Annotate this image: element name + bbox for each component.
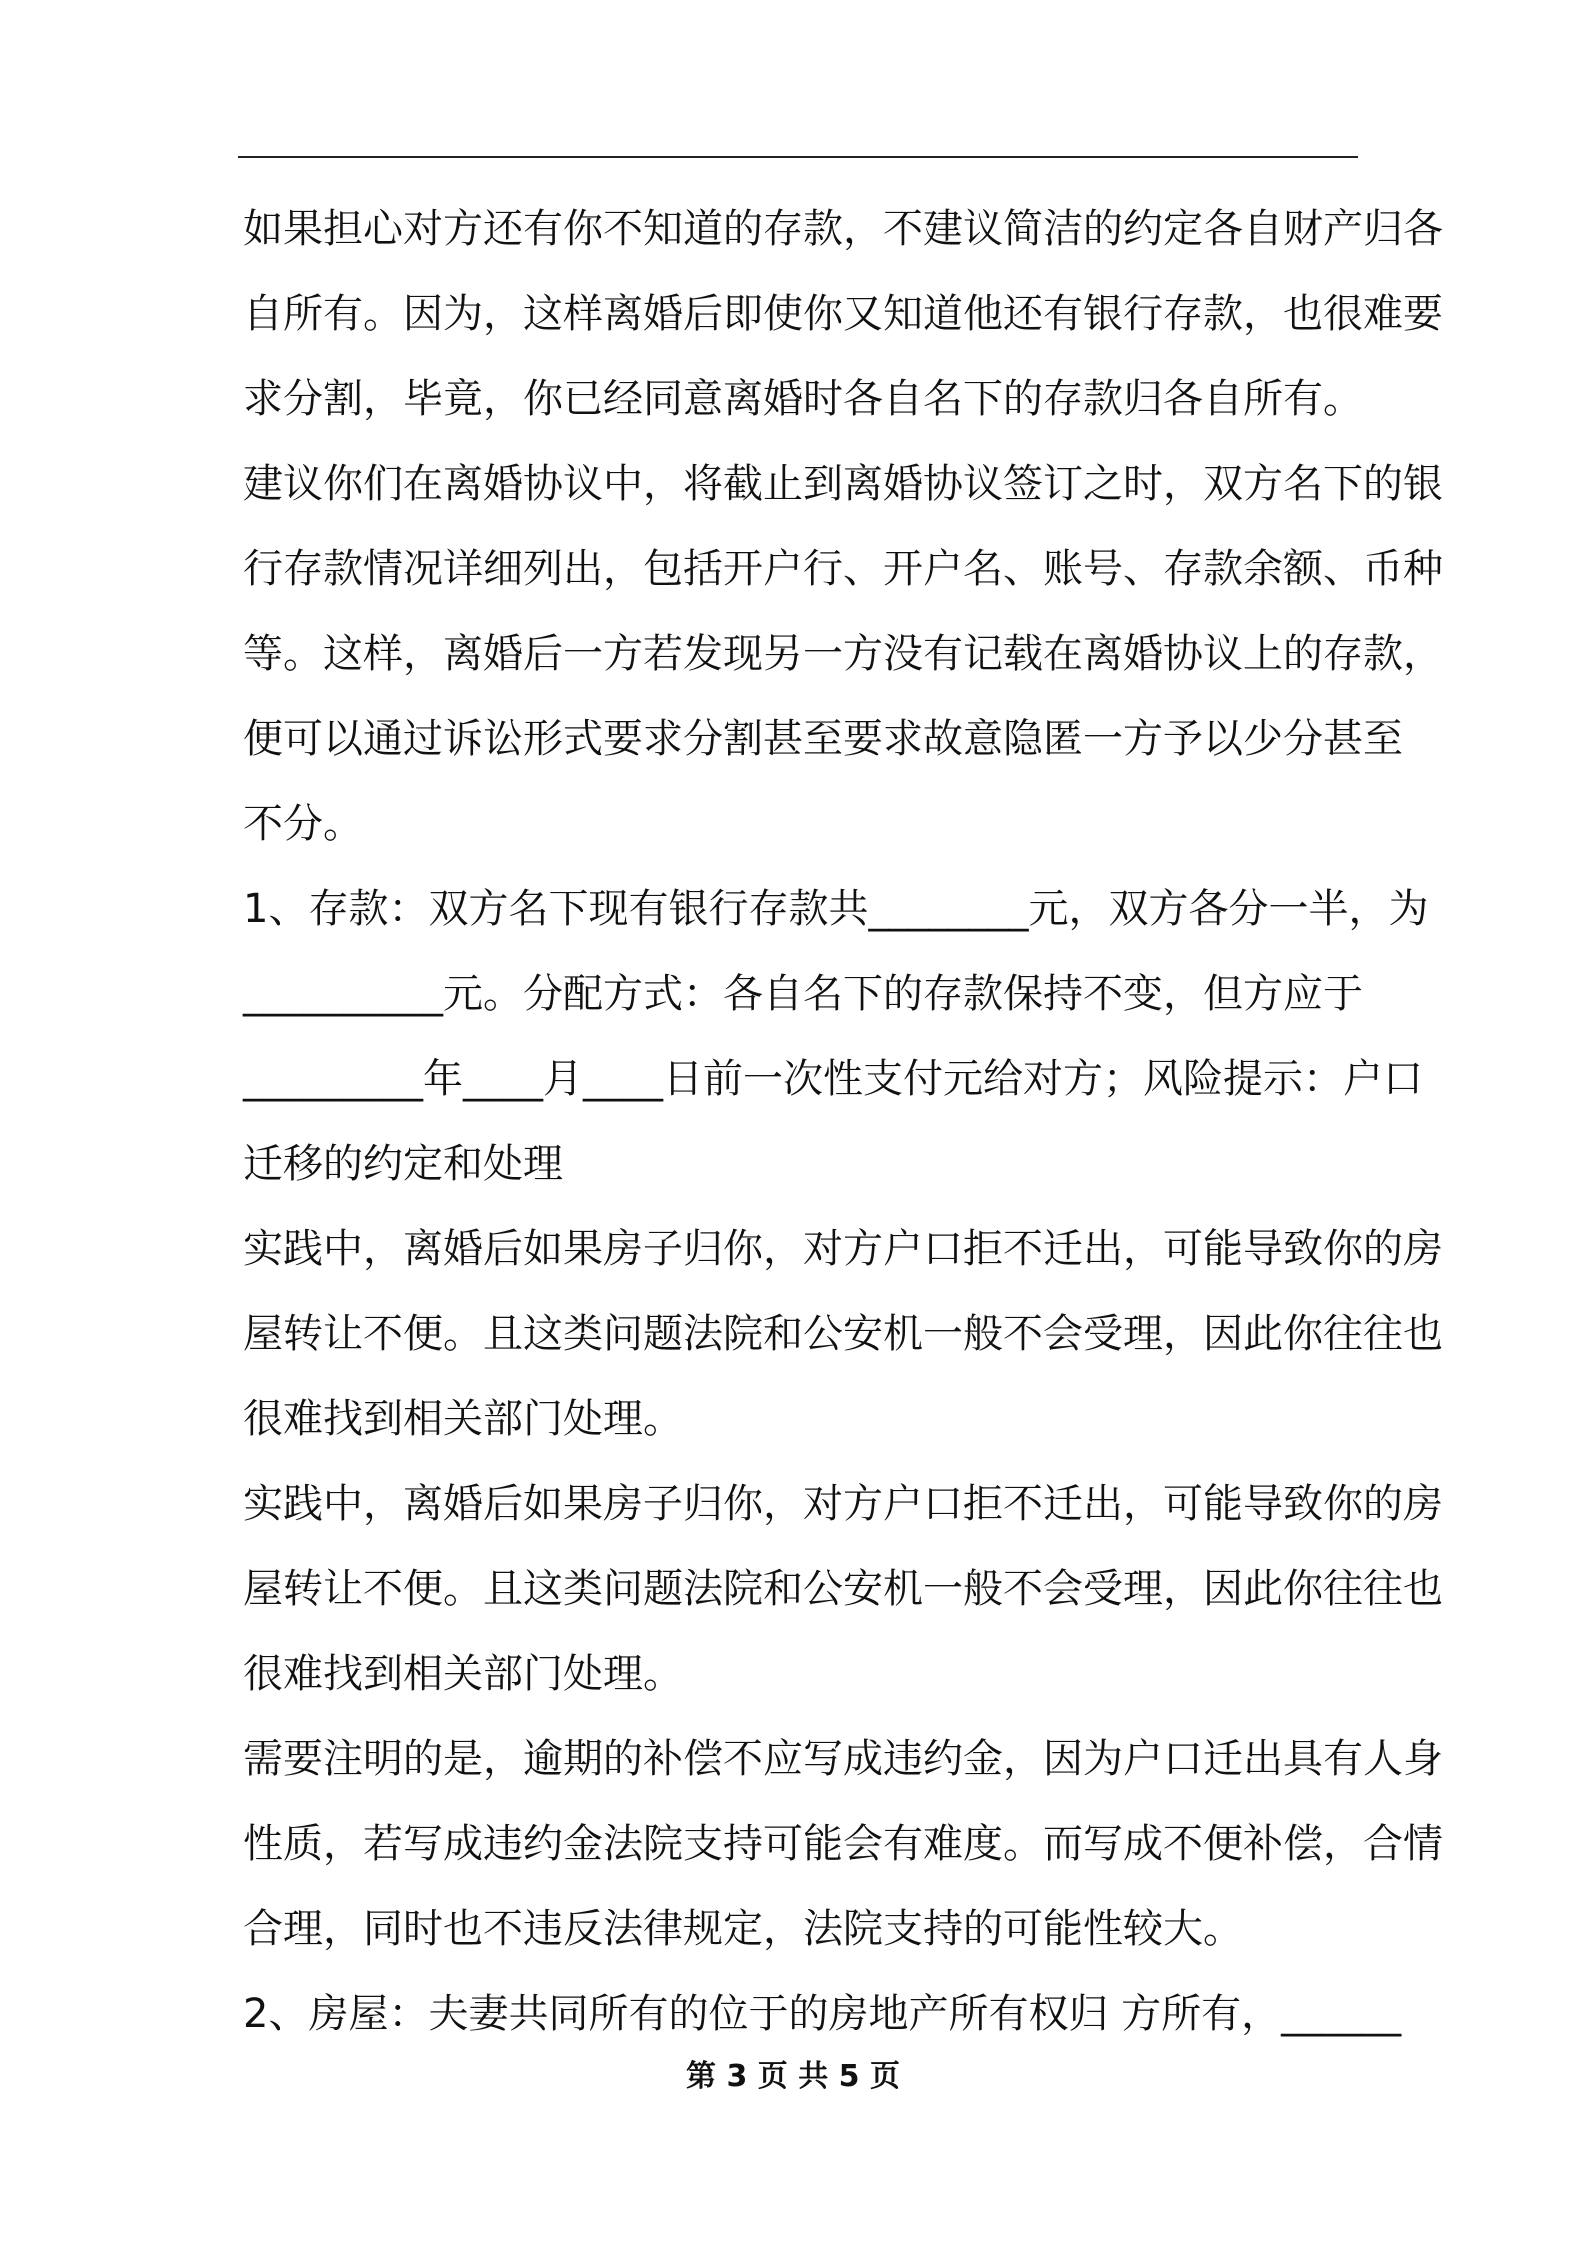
text-line: 很难找到相关部门处理。 bbox=[243, 1396, 683, 1442]
text-line: __________元。分配方式：各自名下的存款保持不变，但方应于 bbox=[243, 971, 1363, 1017]
header-rule bbox=[238, 156, 1358, 158]
text-line: 行存款情况详细列出，包括开户行、开户名、账号、存款余额、币种 bbox=[243, 546, 1443, 592]
text-line: 合理，同时也不违反法律规定，法院支持的可能性较大。 bbox=[243, 1906, 1243, 1952]
text-line: 需要注明的是，逾期的补偿不应写成违约金，因为户口迁出具有人身 bbox=[243, 1736, 1443, 1782]
text-line: 等。这样，离婚后一方若发现另一方没有记载在离婚协议上的存款， bbox=[243, 631, 1443, 677]
text-line: 屋转让不便。且这类问题法院和公安机一般不会受理，因此你往往也 bbox=[243, 1311, 1443, 1357]
text-line: 迁移的约定和处理 bbox=[243, 1141, 563, 1187]
text-line: 实践中，离婚后如果房子归你，对方户口拒不迁出，可能导致你的房 bbox=[243, 1226, 1443, 1272]
text-line: 很难找到相关部门处理。 bbox=[243, 1651, 683, 1697]
text-line: 1、存款：双方名下现有银行存款共________元，双方各分一半，为 bbox=[243, 886, 1429, 932]
text-line: 自所有。因为，这样离婚后即使你又知道他还有银行存款，也很难要 bbox=[243, 291, 1443, 337]
text-line: 2、房屋：夫妻共同所有的位于的房地产所有权归 方所有，______ bbox=[243, 1991, 1402, 2037]
text-line: 性质，若写成违约金法院支持可能会有难度。而写成不便补偿，合情 bbox=[243, 1821, 1443, 1867]
text-line: 建议你们在离婚协议中，将截止到离婚协议签订之时，双方名下的银 bbox=[243, 461, 1443, 507]
text-line: _________年____月____日前一次性支付元给对方；风险提示：户口 bbox=[243, 1056, 1423, 1102]
text-line: 不分。 bbox=[243, 801, 363, 847]
document-body bbox=[243, 198, 1443, 2068]
text-line: 实践中，离婚后如果房子归你，对方户口拒不迁出，可能导致你的房 bbox=[243, 1481, 1443, 1527]
page-number: 第 3 页 共 5 页 bbox=[686, 2059, 900, 2094]
text-line: 求分割，毕竟，你已经同意离婚时各自名下的存款归各自所有。 bbox=[243, 376, 1363, 422]
text-line: 屋转让不便。且这类问题法院和公安机一般不会受理，因此你往往也 bbox=[243, 1566, 1443, 1612]
text-line: 如果担心对方还有你不知道的存款，不建议简洁的约定各自财产归各 bbox=[243, 206, 1443, 252]
text-line: 便可以通过诉讼形式要求分割甚至要求故意隐匿一方予以少分甚至 bbox=[243, 716, 1403, 762]
